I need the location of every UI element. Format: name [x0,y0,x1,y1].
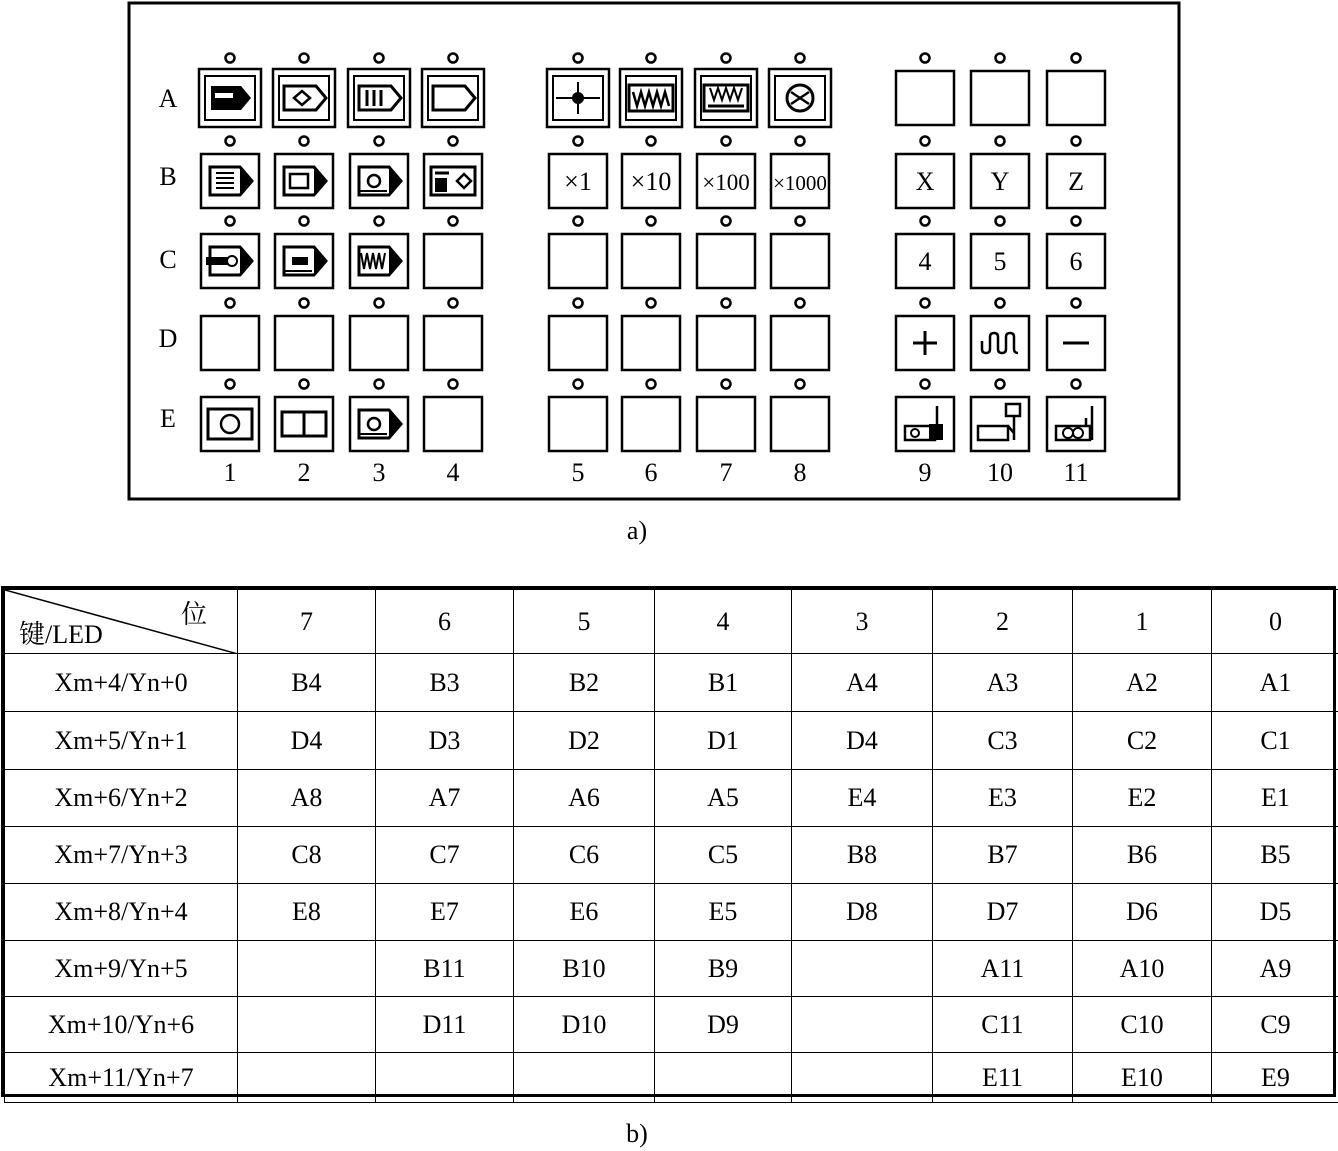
key-led-cell: B8 [792,827,933,884]
bit-header: 2 [933,590,1073,654]
circle-slash-icon [787,85,813,111]
key-D1[interactable] [201,299,259,371]
address-label: Xm+10/Yn+6 [5,997,238,1053]
key-A3[interactable] [348,54,410,128]
column-number: 2 [297,458,311,487]
key-led-cell: D4 [792,712,933,770]
led-indicator [722,54,731,63]
led-indicator [375,380,384,389]
key-led-cell: B2 [514,654,655,712]
key-led-cell: D6 [1073,884,1212,941]
table-row [5,770,1338,827]
key-led-cell [792,941,933,997]
clamp-arrow-icon [206,247,252,275]
row-label: A [158,84,178,113]
bit-header: 5 [514,590,655,654]
key-A1[interactable] [199,54,261,128]
key-D5[interactable] [549,299,607,371]
diamond-arrow-icon [284,86,326,110]
led-indicator [996,54,1005,63]
key-led-cell: A10 [1073,941,1212,997]
bit-axis-label: 位 [180,600,207,629]
key-led-cell: E10 [1073,1053,1212,1103]
key-B5[interactable] [549,137,607,209]
column-number: 3 [372,458,386,487]
led-indicator [921,217,930,226]
led-indicator [574,299,583,308]
key-led-cell [238,997,376,1053]
table-caption: b) [626,1119,648,1148]
led-indicator [226,217,235,226]
key-led-cell: D1 [655,712,792,770]
led-indicator [574,217,583,226]
wave-icon [982,333,1018,353]
key-led-cell [655,1053,792,1103]
key-E3[interactable] [350,380,408,452]
key-led-cell: D3 [376,712,514,770]
column-number: 4 [446,458,460,487]
table-row [5,997,1338,1053]
key-led-cell [792,1053,933,1103]
key-B8[interactable] [771,137,829,209]
circle-arrow-icon [359,167,401,195]
machine-control-panel [0,0,1338,560]
key-led-cell: C1 [1212,712,1338,770]
spindle-mid-icon [978,404,1020,440]
led-indicator [996,217,1005,226]
key-led-cell: A5 [655,770,792,827]
key-led-cell: E4 [792,770,933,827]
key-label: ×1000 [773,171,827,195]
led-indicator [722,217,731,226]
key-led-cell [376,1053,514,1103]
led-indicator [647,380,656,389]
key-C1[interactable] [201,217,259,289]
key-A8[interactable] [769,54,831,128]
key-label: 5 [993,247,1007,276]
led-indicator [796,54,805,63]
key-led-cell: A1 [1212,654,1338,712]
key-led-cell: A2 [1073,654,1212,712]
led-indicator [226,380,235,389]
plus-icon [913,331,937,355]
address-label: Xm+6/Yn+2 [5,770,238,827]
bit-header: 1 [1073,590,1212,654]
led-indicator [996,137,1005,146]
key-C7[interactable] [697,217,755,289]
center-dot-icon [556,82,600,114]
key-led-cell [238,941,376,997]
key-led-cell: B9 [655,941,792,997]
key-led-cell [792,997,933,1053]
row-label: C [159,245,177,274]
key-label: 6 [1069,247,1083,276]
led-indicator [375,54,384,63]
led-indicator [796,217,805,226]
circle-box-icon [208,409,252,439]
key-A4[interactable] [422,54,484,128]
key-led-cell: C9 [1212,997,1338,1053]
key-D8[interactable] [771,299,829,371]
key-E10[interactable] [971,380,1029,452]
key-led-cell: B3 [376,654,514,712]
bit-header: 3 [792,590,933,654]
led-indicator [996,299,1005,308]
led-indicator [300,137,309,146]
key-led-cell: D9 [655,997,792,1053]
led-indicator [1072,217,1081,226]
key-C8[interactable] [771,217,829,289]
key-label: Y [990,167,1010,196]
column-number: 6 [644,458,658,487]
key-led-cell: E1 [1212,770,1338,827]
bit-header: 4 [655,590,792,654]
led-indicator [722,380,731,389]
key-led-cell: D4 [238,712,376,770]
address-label: Xm+8/Yn+4 [5,884,238,941]
column-number: 9 [918,458,932,487]
key-led-cell: C6 [514,827,655,884]
led-indicator [574,137,583,146]
key-led-cell: B6 [1073,827,1212,884]
led-indicator [375,299,384,308]
key-A7[interactable] [695,54,757,128]
table-row [5,941,1338,997]
bit-header: 7 [238,590,376,654]
led-indicator [996,380,1005,389]
key-C5[interactable] [549,217,607,289]
spring-arrow-icon [359,247,401,275]
key-A11[interactable] [1047,54,1105,126]
key-led-cell: B11 [376,941,514,997]
key-led-cell: E3 [933,770,1073,827]
key-E11[interactable] [1047,380,1105,452]
key-led-cell: A8 [238,770,376,827]
square-diamond-icon [431,167,475,195]
key-led-cell: C10 [1073,997,1212,1053]
key-A2[interactable] [273,54,335,128]
key-led-cell: C5 [655,827,792,884]
led-indicator [574,54,583,63]
key-B4[interactable] [424,137,482,209]
led-indicator [226,54,235,63]
row-label: E [160,404,176,433]
key-led-cell: D2 [514,712,655,770]
key-led-cell: E11 [933,1053,1073,1103]
address-label: Xm+7/Yn+3 [5,827,238,884]
key-A6[interactable] [620,54,682,128]
key-D6[interactable] [622,299,680,371]
key-D11[interactable] [1047,299,1105,371]
key-led-cell: B7 [933,827,1073,884]
led-indicator [1072,380,1081,389]
key-led-cell: C3 [933,712,1073,770]
bar-arrow-icon [284,247,326,275]
led-indicator [796,299,805,308]
key-led-cell: D11 [376,997,514,1053]
key-C2[interactable] [275,217,333,289]
led-indicator [449,137,458,146]
column-number: 11 [1063,458,1089,487]
lines-arrow-icon [210,167,252,195]
table-row [5,654,1338,712]
key-led-cell [238,1053,376,1103]
key-E2[interactable] [275,380,333,452]
column-number: 1 [223,458,237,487]
led-indicator [449,54,458,63]
bit-header: 6 [376,590,514,654]
key-led-mapping-table [1,586,1336,1097]
column-number: 7 [719,458,733,487]
key-label: ×1 [564,167,592,196]
key-A5[interactable] [547,54,609,128]
key-led-cell: D10 [514,997,655,1053]
key-led-cell: E8 [238,884,376,941]
key-led-cell: E7 [376,884,514,941]
key-C11[interactable] [1047,217,1105,289]
led-indicator [300,380,309,389]
key-B1[interactable] [201,137,259,209]
led-indicator [647,54,656,63]
led-indicator [574,380,583,389]
key-D3[interactable] [350,299,408,371]
key-C6[interactable] [622,217,680,289]
key-E4[interactable] [424,380,482,452]
bit-header: 0 [1212,590,1338,654]
led-indicator [375,137,384,146]
key-A10[interactable] [971,54,1029,126]
key-E5[interactable] [549,380,607,452]
key-C4[interactable] [424,217,482,289]
led-indicator [300,299,309,308]
key-E1[interactable] [201,380,259,452]
led-indicator [375,217,384,226]
led-indicator [449,217,458,226]
key-led-cell: C8 [238,827,376,884]
led-indicator [647,217,656,226]
key-D10[interactable] [971,299,1029,371]
table-row [5,884,1338,941]
led-indicator [1072,137,1081,146]
panel-caption: a) [626,516,648,545]
key-B7[interactable] [697,137,755,209]
key-led-cell: A6 [514,770,655,827]
led-indicator [921,380,930,389]
triple-bar-arrow-icon [359,86,401,110]
key-led-cell: E5 [655,884,792,941]
table-corner-header [5,590,238,654]
table-row [5,1053,1338,1103]
key-led-cell: D5 [1212,884,1338,941]
key-E6[interactable] [622,380,680,452]
led-indicator [722,299,731,308]
zigzag-icon [629,85,673,111]
key-C10[interactable] [971,217,1029,289]
row-label: D [158,324,178,353]
key-label: 4 [918,247,932,276]
key-led-cell: E9 [1212,1053,1338,1103]
column-number: 8 [793,458,807,487]
spring-box-icon [704,85,748,111]
key-D7[interactable] [697,299,755,371]
key-led-cell: E2 [1073,770,1212,827]
table-row [5,712,1338,770]
table-row [5,827,1338,884]
led-indicator [647,299,656,308]
led-indicator [921,137,930,146]
key-label: X [915,167,935,196]
key-B6[interactable] [622,137,680,209]
address-label: Xm+5/Yn+1 [5,712,238,770]
key-led-cell: B4 [238,654,376,712]
key-B10[interactable] [971,137,1029,209]
spindle-left-icon [905,406,943,440]
key-A9[interactable] [896,54,954,126]
key-E9[interactable] [896,380,954,452]
led-indicator [300,217,309,226]
row-label: B [159,162,177,191]
key-label: ×100 [702,170,750,195]
key-led-cell: B5 [1212,827,1338,884]
key-led-cell: C7 [376,827,514,884]
column-number: 5 [571,458,585,487]
key-D9[interactable] [896,299,954,371]
key-led-cell: A4 [792,654,933,712]
led-indicator [722,137,731,146]
box-arrow-icon [284,167,326,195]
key-led-cell: D7 [933,884,1073,941]
led-indicator [449,380,458,389]
led-indicator [796,137,805,146]
key-led-cell: A11 [933,941,1073,997]
led-indicator [921,54,930,63]
key-label: Z [1068,167,1084,196]
key-B3[interactable] [350,137,408,209]
key-led-axis-label: 键/LED [19,620,103,649]
led-indicator [796,380,805,389]
led-indicator [226,299,235,308]
led-indicator [226,137,235,146]
key-B9[interactable] [896,137,954,209]
key-led-cell: E6 [514,884,655,941]
key-B2[interactable] [275,137,333,209]
circle-arrow-icon [359,410,401,438]
key-E7[interactable] [697,380,755,452]
address-label: Xm+4/Yn+0 [5,654,238,712]
key-label: ×10 [630,167,672,196]
address-label: Xm+9/Yn+5 [5,941,238,997]
spindle-right-icon [1056,406,1092,440]
key-led-cell: A9 [1212,941,1338,997]
led-indicator [1072,54,1081,63]
key-led-cell: B10 [514,941,655,997]
key-led-cell: C11 [933,997,1073,1053]
key-B11[interactable] [1047,137,1105,209]
column-number: 10 [987,458,1013,487]
led-indicator [647,137,656,146]
key-led-cell [514,1053,655,1103]
key-led-cell: D8 [792,884,933,941]
key-C3[interactable] [350,217,408,289]
key-led-cell: B1 [655,654,792,712]
key-D2[interactable] [275,299,333,371]
panel-frame [129,3,1179,499]
key-led-cell: A7 [376,770,514,827]
cut-arrow-icon [211,86,251,110]
led-indicator [300,54,309,63]
address-label: Xm+11/Yn+7 [5,1053,238,1103]
open-arrow-icon [433,86,475,110]
split-box-icon [282,412,326,436]
key-C9[interactable] [896,217,954,289]
key-D4[interactable] [424,299,482,371]
led-indicator [1072,299,1081,308]
key-led-cell: C2 [1073,712,1212,770]
led-indicator [449,299,458,308]
led-indicator [921,299,930,308]
key-E8[interactable] [771,380,829,452]
key-led-cell: A3 [933,654,1073,712]
